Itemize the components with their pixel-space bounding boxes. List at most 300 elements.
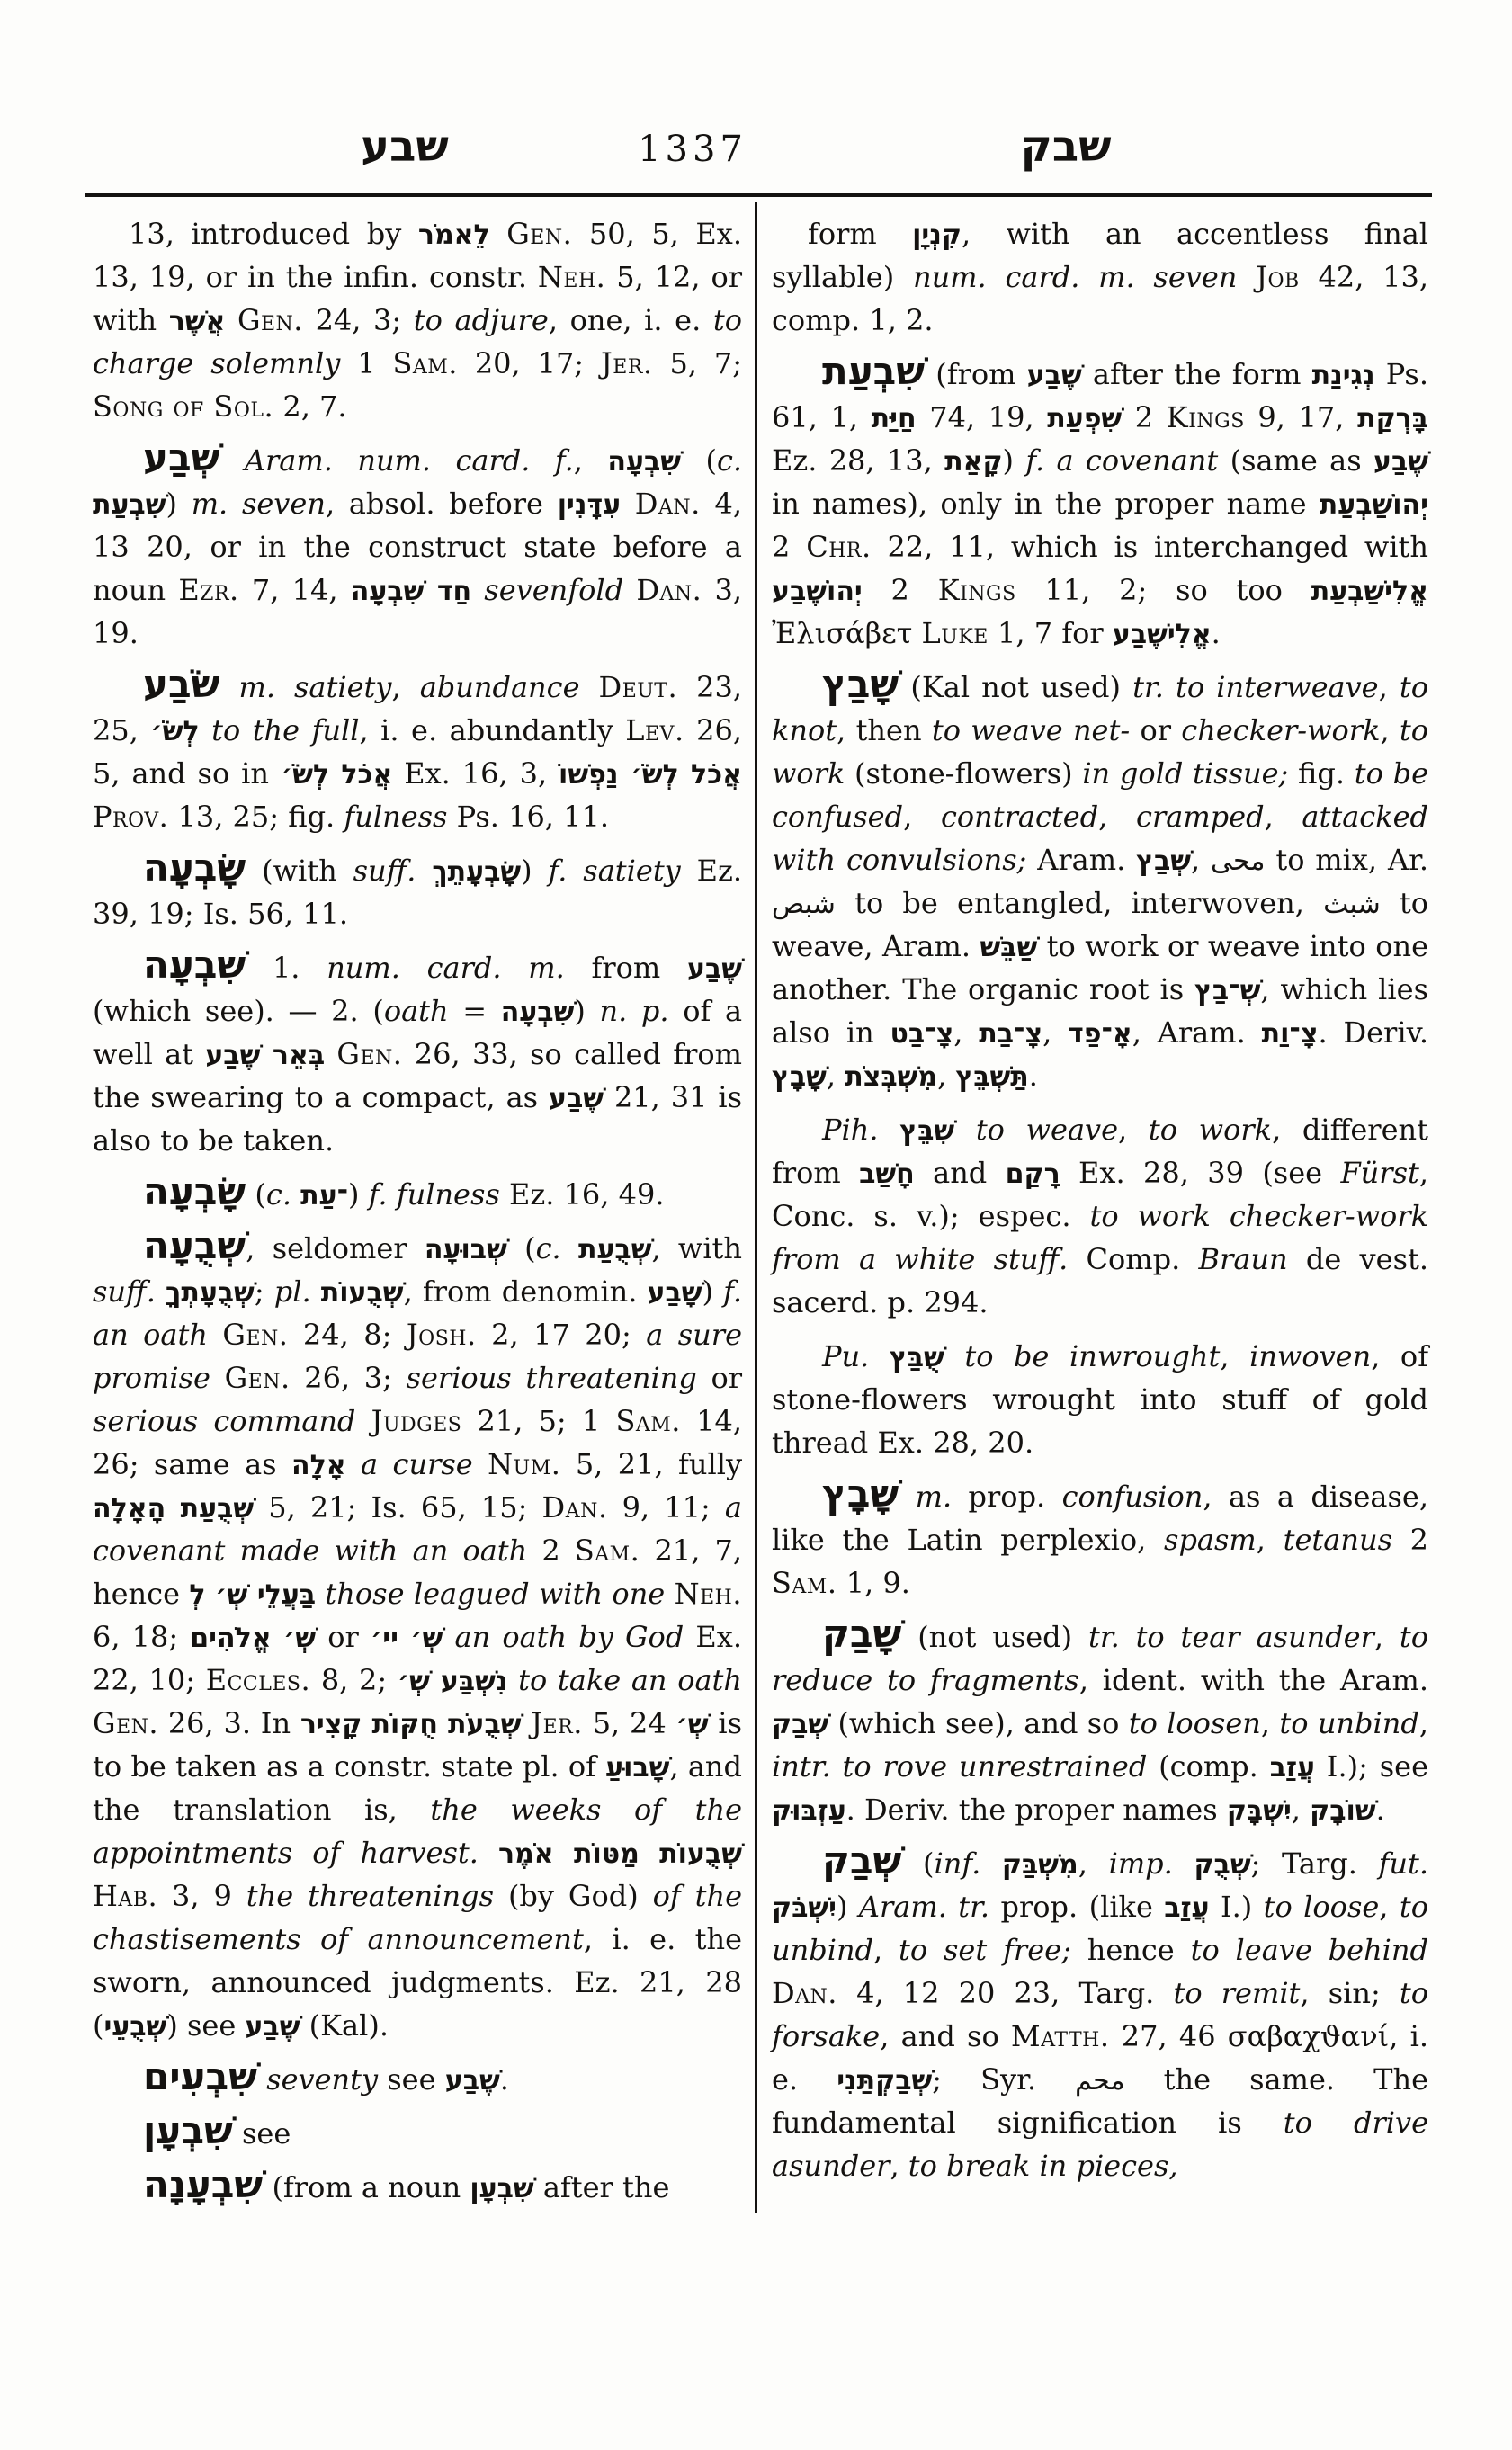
italic-text: of the chastisements of announcement bbox=[93, 1879, 743, 1956]
roman-text bbox=[912, 616, 921, 650]
italic-text: Aram. tr. bbox=[858, 1890, 990, 1924]
roman-text: I.); see bbox=[1314, 1749, 1429, 1784]
headword-hebrew: שִׁבְעָנָה bbox=[143, 2162, 264, 2206]
italic-text: f. satiety bbox=[548, 854, 681, 888]
roman-text: 74, 19, bbox=[916, 400, 1048, 434]
book-reference: Gen. bbox=[506, 217, 573, 251]
syriac-word: شبث bbox=[1323, 889, 1381, 920]
roman-text: . Deriv. the proper names bbox=[845, 1793, 1227, 1827]
hebrew-word: שְׁ־בַץ bbox=[1194, 975, 1261, 1006]
book-reference: Job bbox=[1256, 260, 1300, 294]
book-reference: Dan. bbox=[634, 487, 701, 521]
column-divider bbox=[755, 202, 757, 2213]
italic-text: to weave net- bbox=[931, 713, 1131, 747]
roman-text: , from denomin. bbox=[403, 1274, 648, 1309]
roman-text: after the bbox=[533, 2170, 670, 2204]
italic-text: Pih. bbox=[822, 1113, 879, 1147]
roman-text: , bbox=[873, 1933, 899, 1967]
roman-text bbox=[473, 1447, 488, 1481]
entry-shebak-aramaic bbox=[772, 1838, 1429, 2187]
roman-text: . bbox=[1028, 1059, 1038, 1093]
hebrew-word: אֱלִישַׁבְעַת bbox=[1311, 576, 1429, 607]
roman-text: fig. bbox=[1288, 756, 1355, 791]
roman-text: (from a noun bbox=[263, 2170, 470, 2204]
hebrew-word: רָקַם bbox=[1005, 1158, 1060, 1190]
headword-hebrew: שִׁבְעָה bbox=[143, 943, 246, 987]
hebrew-word: אֱלִישֶׁבַע bbox=[1112, 619, 1212, 650]
hebrew-word: שְׁ׳ bbox=[675, 1709, 709, 1740]
roman-text: , different from bbox=[772, 1113, 1429, 1190]
roman-text: , seldomer bbox=[246, 1231, 425, 1265]
italic-text: checker-work bbox=[1181, 713, 1381, 747]
italic-text: to the full bbox=[211, 713, 360, 747]
roman-text bbox=[1237, 260, 1256, 294]
hebrew-word: שְׁבֻעֹת חֻקּוֹת קָצִיר bbox=[300, 1709, 522, 1740]
roman-text: ) bbox=[521, 854, 549, 888]
roman-text: Ex. 16, 3, bbox=[392, 756, 559, 791]
roman-text: 4, 13 20, or in the construct state before a noun bbox=[93, 487, 743, 607]
para-continuation-previous-entry bbox=[93, 212, 742, 428]
roman-text bbox=[257, 2062, 266, 2097]
roman-text bbox=[621, 487, 635, 521]
roman-text: 5, 24 bbox=[582, 1706, 676, 1740]
italic-text: to be inwrought bbox=[964, 1339, 1221, 1373]
roman-text bbox=[325, 1037, 336, 1071]
roman-text: , which lies also in bbox=[772, 972, 1428, 1050]
hebrew-word: אֲכֹל לְשֹׂ׳ bbox=[280, 759, 393, 791]
italic-text: to loosen bbox=[1128, 1706, 1261, 1740]
roman-text: de vest. sacerd. p. 294. bbox=[772, 1242, 1429, 1319]
roman-text bbox=[490, 217, 507, 251]
italic-text: to weave bbox=[975, 1113, 1119, 1147]
roman-text: 7, 14, bbox=[238, 573, 351, 607]
italic-text: those leagued with one bbox=[325, 1577, 666, 1611]
roman-text: ) bbox=[1002, 443, 1026, 478]
roman-text bbox=[879, 1113, 900, 1147]
roman-text: , i. e. the sworn, announced judgments. Ez. 21, 28 ( bbox=[93, 1922, 743, 2043]
hebrew-word: שְׁבַץ bbox=[1136, 845, 1191, 877]
entry-shibah-seven-and-name bbox=[93, 943, 743, 1162]
roman-text: form bbox=[808, 217, 913, 251]
book-reference: Dan. bbox=[772, 1976, 837, 2010]
roman-text bbox=[1173, 1846, 1194, 1881]
headword-hebrew: שָׂבְעָה bbox=[143, 845, 246, 890]
roman-text: 14, 26; same as bbox=[93, 1404, 743, 1481]
hebrew-word: שָׁבוּעַ bbox=[605, 1752, 670, 1784]
headword-hebrew: שְׁבַע bbox=[143, 435, 220, 479]
roman-text: , with an accentless final syllable) bbox=[772, 217, 1429, 294]
italic-text: cramped bbox=[1136, 800, 1265, 834]
roman-text: 13, introduced by bbox=[129, 217, 418, 251]
roman-text: , with bbox=[651, 1231, 743, 1265]
book-reference: Num. bbox=[488, 1447, 561, 1481]
headword-hebrew: שִׁבְעָן bbox=[143, 2108, 233, 2152]
book-reference: Gen. bbox=[336, 1037, 403, 1071]
hebrew-word: יִשְׁבָּק bbox=[1226, 1795, 1292, 1827]
roman-text bbox=[200, 713, 211, 747]
hebrew-word: שֻׁבַּץ bbox=[889, 1342, 944, 1373]
roman-text: , and so bbox=[880, 2019, 1011, 2053]
book-reference: Sam. bbox=[392, 346, 458, 380]
italic-text: n. p. bbox=[599, 994, 669, 1028]
roman-text bbox=[580, 670, 599, 704]
roman-text bbox=[156, 1274, 166, 1309]
italic-text: abundance bbox=[419, 670, 580, 704]
roman-text: and bbox=[914, 1156, 1006, 1190]
roman-text: , absol. before bbox=[325, 487, 558, 521]
hebrew-word: שָׁבַע bbox=[647, 1277, 702, 1309]
entry-shivat-covenant bbox=[772, 349, 1429, 655]
roman-text: , then bbox=[837, 713, 932, 747]
entry-shivanah bbox=[93, 2162, 742, 2209]
entry-shabats-confusion bbox=[772, 1471, 1429, 1605]
roman-text: Ez. 16, 49. bbox=[499, 1177, 665, 1212]
italic-text: to rove unrestrained bbox=[842, 1749, 1148, 1784]
hebrew-word: יְהוֹשַׁבְעַת bbox=[1319, 489, 1428, 521]
italic-text: Braun bbox=[1198, 1242, 1288, 1276]
roman-text bbox=[346, 1447, 361, 1481]
italic-text: imp. bbox=[1108, 1846, 1173, 1881]
italic-text: c. bbox=[265, 1177, 291, 1212]
roman-text bbox=[443, 1620, 454, 1654]
book-reference: Sam. bbox=[615, 1404, 681, 1438]
headword-hebrew: שִׁבְעַת bbox=[822, 349, 926, 393]
hebrew-word: שֶׁבַע bbox=[1373, 446, 1429, 478]
italic-text: oath bbox=[383, 994, 449, 1028]
roman-text: , bbox=[1264, 800, 1302, 834]
roman-text: , bbox=[1260, 1706, 1280, 1740]
roman-text: = bbox=[448, 994, 501, 1028]
italic-text: spasm bbox=[1164, 1523, 1257, 1557]
roman-text: 9, 17, bbox=[1244, 400, 1358, 434]
italic-text: inf. bbox=[934, 1846, 981, 1881]
book-reference: Jer. bbox=[600, 346, 653, 380]
roman-text bbox=[208, 1318, 222, 1352]
roman-text: 21, 31 is also to be taken. bbox=[93, 1080, 743, 1158]
hebrew-word: בַּעֲלֵי שְׁ׳ לְ bbox=[189, 1579, 317, 1611]
hebrew-word: חָשַׁב bbox=[859, 1158, 915, 1190]
italic-text: to work bbox=[1148, 1113, 1273, 1147]
hebrew-word: שׁוֹבָק bbox=[1310, 1795, 1376, 1827]
italic-text: fulness bbox=[344, 800, 448, 834]
hebrew-word: צָ־וַת bbox=[1261, 1018, 1319, 1050]
hebrew-word: עֲזַב bbox=[1164, 1892, 1210, 1924]
italic-text: serious command bbox=[93, 1404, 356, 1438]
roman-text: 8, 2; bbox=[310, 1663, 398, 1697]
entry-shevuah-oath bbox=[93, 1223, 743, 2047]
roman-text: , bbox=[1380, 713, 1400, 747]
roman-text: , bbox=[1118, 1113, 1149, 1147]
roman-text: 1, 7 for bbox=[988, 616, 1113, 650]
roman-text: 26, 3. In bbox=[158, 1706, 300, 1740]
hebrew-word: אֲכֹל לְשֹׂ׳ נַפְשׁוֹ bbox=[559, 759, 743, 791]
italic-text: to work bbox=[772, 713, 1429, 791]
italic-text: to remit bbox=[1173, 1976, 1301, 2010]
book-reference: Josh. bbox=[406, 1318, 477, 1352]
headword-hebrew: שָׁבָץ bbox=[822, 1471, 899, 1516]
hebrew-word: יִשְׁבֹּק bbox=[772, 1892, 837, 1924]
roman-text: ( bbox=[681, 443, 717, 478]
roman-text: , bbox=[1042, 1015, 1069, 1050]
roman-text: ) see bbox=[166, 2008, 246, 2043]
book-reference: Matth. bbox=[1010, 2019, 1110, 2053]
italic-text: inwoven bbox=[1249, 1339, 1372, 1373]
italic-text: f. an oath bbox=[93, 1274, 743, 1352]
hebrew-word: צָ־בַת bbox=[979, 1018, 1043, 1050]
left-column bbox=[93, 212, 742, 2209]
hebrew-word: שִׁבֵּץ bbox=[899, 1115, 955, 1147]
roman-text bbox=[416, 854, 432, 888]
entry-soba-satiety bbox=[93, 662, 743, 838]
hebrew-word: חַד שִׁבְעָה bbox=[350, 576, 472, 607]
hebrew-word: שֶׁבַע bbox=[549, 1083, 604, 1114]
roman-text: , bbox=[903, 800, 941, 834]
roman-text: after the form bbox=[1081, 357, 1312, 391]
roman-text: 2, 7. bbox=[273, 389, 347, 424]
roman-text: , i. e. abundantly bbox=[359, 713, 626, 747]
italic-text: suff. bbox=[93, 1274, 156, 1309]
para-pihel-shibbets bbox=[772, 1108, 1428, 1324]
italic-text: m. bbox=[915, 1480, 953, 1514]
italic-text: m. satiety bbox=[238, 670, 392, 704]
roman-text bbox=[831, 1749, 843, 1784]
roman-text: , Conc. s. v.); espec. bbox=[772, 1156, 1429, 1233]
roman-text: 23, 25, bbox=[93, 670, 743, 747]
book-reference: Gen. bbox=[237, 303, 303, 337]
roman-text: , bbox=[953, 1015, 980, 1050]
roman-text: (from bbox=[925, 357, 1027, 391]
roman-text: , bbox=[1379, 1890, 1400, 1924]
roman-text: 2 bbox=[1122, 400, 1167, 434]
roman-text: Ex. 28, 39 (see bbox=[1060, 1156, 1341, 1190]
book-reference: Gen. bbox=[93, 1706, 159, 1740]
hebrew-word: מִשְׁבַּק bbox=[1001, 1849, 1078, 1881]
italic-text: a sure promise bbox=[93, 1318, 742, 1395]
book-reference: Neh. bbox=[537, 260, 606, 294]
roman-text: , bbox=[1098, 800, 1137, 834]
headword-hebrew: שָׁבַק bbox=[822, 1612, 902, 1656]
roman-text bbox=[507, 1663, 518, 1697]
roman-text: , as a disease, like the Latin perplexio, bbox=[772, 1480, 1429, 1557]
roman-text: Ex. 22, 10; bbox=[93, 1620, 743, 1697]
roman-text bbox=[479, 1836, 498, 1870]
italic-text: a covenant made with an oath bbox=[93, 1490, 742, 1568]
roman-text: 2, 17 20; bbox=[476, 1318, 647, 1352]
roman-text: ) bbox=[348, 1177, 369, 1212]
roman-text: . bbox=[1375, 1793, 1385, 1827]
italic-text: fut. bbox=[1378, 1846, 1429, 1881]
roman-text bbox=[623, 573, 636, 607]
italic-text: to take an oath bbox=[518, 1663, 743, 1697]
headword-hebrew: שְׁבֻעָה bbox=[143, 1223, 246, 1267]
italic-text: to forsake bbox=[772, 1976, 1429, 2053]
roman-text: , bbox=[1078, 1846, 1109, 1881]
italic-text: tetanus bbox=[1283, 1523, 1392, 1557]
hebrew-word: שִׁבְעַת bbox=[93, 489, 166, 521]
roman-text: (Kal not used) bbox=[899, 670, 1133, 704]
italic-text: suff. bbox=[353, 854, 416, 888]
roman-text: prop. (like bbox=[989, 1890, 1165, 1924]
roman-text: 11, 2; so too bbox=[1015, 573, 1311, 607]
roman-text: ) bbox=[836, 1890, 859, 1924]
italic-text: attacked with convulsions; bbox=[772, 800, 1429, 877]
roman-text: , sin; bbox=[1300, 1976, 1400, 2010]
italic-text: Pu. bbox=[822, 1339, 870, 1373]
roman-text: (with bbox=[246, 854, 353, 888]
roman-text: 5, 21, fully bbox=[560, 1447, 743, 1481]
roman-text: 24, 3; bbox=[302, 303, 414, 337]
book-reference: Sam. bbox=[772, 1566, 837, 1600]
roman-text: 5, 21; Is. 65, 15; bbox=[254, 1490, 542, 1525]
entry-sheva-aram-seven bbox=[93, 435, 743, 655]
italic-text: c. bbox=[716, 443, 743, 478]
hebrew-word: שֶׁבַע bbox=[444, 2065, 500, 2097]
headword-hebrew: שָׂבְעָה bbox=[143, 1169, 246, 1213]
roman-text: ( bbox=[506, 1231, 536, 1265]
hebrew-word: יְהוֹשֶׁבַע bbox=[772, 576, 863, 607]
book-reference: Jer. bbox=[531, 1706, 583, 1740]
book-reference: Dan. bbox=[636, 573, 702, 607]
hebrew-word: שְׁבוּעָה bbox=[424, 1234, 507, 1265]
roman-text: (which see), and so bbox=[828, 1706, 1129, 1740]
roman-text: 1, 9. bbox=[837, 1566, 910, 1600]
roman-text: , bbox=[937, 1059, 956, 1093]
hebrew-word: שְׁבֻעוֹת bbox=[320, 1277, 404, 1309]
italic-text: m. seven bbox=[191, 487, 326, 521]
roman-text: , bbox=[826, 1059, 845, 1093]
hebrew-word: שְׁבֻעַת bbox=[577, 1234, 652, 1265]
italic-text: num. card. m. bbox=[327, 951, 565, 985]
roman-text: 2 bbox=[862, 573, 938, 607]
italic-text: to break in pieces, bbox=[908, 2149, 1178, 2183]
roman-text: from bbox=[564, 951, 687, 985]
italic-text: to adjure bbox=[413, 303, 549, 337]
hebrew-word: אֲשֶׁר bbox=[168, 306, 226, 337]
book-reference: Deut. bbox=[598, 670, 678, 704]
hebrew-word: שֶׁבַע bbox=[1026, 360, 1082, 391]
italic-text: confusion bbox=[1061, 1480, 1203, 1514]
roman-text: ) bbox=[166, 487, 192, 521]
hebrew-word: שְׁבַק bbox=[772, 1709, 829, 1740]
hebrew-word: שְׁבֻעֵי bbox=[103, 2011, 167, 2043]
hebrew-word: שַׁבֵּשׁ bbox=[980, 932, 1038, 963]
roman-text: ( bbox=[901, 1846, 935, 1881]
italic-text: to unbind bbox=[772, 1890, 1428, 1967]
italic-text: tr. to tear asunder bbox=[1087, 1620, 1374, 1654]
roman-text: to work or weave into one another. The organic root is bbox=[772, 929, 1428, 1006]
hebrew-word: בְּאֵר שֶׁבַע bbox=[205, 1040, 326, 1071]
greek-word: σαβαχϑανί bbox=[1227, 2019, 1390, 2053]
italic-text: to work checker-work from a white stuff. bbox=[772, 1199, 1428, 1276]
hebrew-word: עִדָּנִין bbox=[557, 489, 622, 521]
roman-text bbox=[316, 1577, 325, 1611]
roman-text: ) bbox=[702, 1274, 724, 1309]
entry-sobah-satiety bbox=[93, 845, 743, 935]
roman-text: 21, 7, hence bbox=[93, 1533, 743, 1611]
headword-hebrew: שָׁבַץ bbox=[822, 662, 899, 706]
roman-text bbox=[225, 303, 237, 337]
italic-text: to knot bbox=[772, 670, 1429, 747]
headword-hebrew: שִׁבְעִים bbox=[143, 2054, 257, 2098]
roman-text: 50, 5, Ex. 13, 19, or in the infin. constr. bbox=[93, 217, 743, 294]
roman-text: 4, 12 20 23, Targ. bbox=[837, 1976, 1174, 2010]
roman-text: Comp. bbox=[1068, 1242, 1199, 1276]
italic-text: to unbind bbox=[1279, 1706, 1419, 1740]
page-number: 1337 bbox=[638, 129, 747, 170]
roman-text: 2 bbox=[527, 1533, 575, 1568]
roman-text: , of stone-flowers wrought into stuff of gold thread Ex. 28, 20. bbox=[772, 1339, 1429, 1460]
hebrew-word: נְגִינַת bbox=[1311, 360, 1375, 391]
roman-text: , Aram. bbox=[1132, 1015, 1262, 1050]
roman-text: 26, 5, and so in bbox=[93, 713, 742, 791]
headword-hebrew: שֹׂבַע bbox=[143, 662, 220, 706]
roman-text: 5, 7; bbox=[652, 346, 743, 380]
hebrew-word: שְׁבֻעַת הָאָלָה bbox=[93, 1493, 255, 1525]
roman-text: , bbox=[573, 443, 608, 478]
syriac-word: محم bbox=[1075, 2065, 1125, 2097]
entry-shabak-tear-asunder bbox=[772, 1612, 1429, 1831]
hebrew-word: עֲזַב bbox=[1269, 1752, 1315, 1784]
hebrew-word: לְשֹׂ׳ bbox=[150, 716, 200, 747]
roman-text: or bbox=[1130, 713, 1182, 747]
right-column bbox=[772, 212, 1428, 2187]
roman-text: hence bbox=[1070, 1933, 1191, 1967]
roman-text: in names), only in the proper name bbox=[772, 487, 1320, 521]
syriac-word: شبص bbox=[772, 889, 836, 920]
roman-text: , and the translation is, bbox=[93, 1749, 742, 1827]
book-reference: Kings bbox=[1166, 400, 1245, 434]
roman-text: , i. e. bbox=[772, 2019, 1428, 2097]
italic-text: Fürst bbox=[1340, 1156, 1419, 1190]
hebrew-word: מִשְׁבְּצֹת bbox=[845, 1061, 938, 1093]
italic-text: num. card. m. seven bbox=[912, 260, 1238, 294]
italic-text: sevenfold bbox=[484, 573, 624, 607]
book-reference: Lev. bbox=[625, 713, 684, 747]
book-reference: Hab. bbox=[93, 1879, 158, 1913]
roman-text: , bbox=[1418, 1706, 1429, 1740]
roman-text bbox=[980, 1846, 1002, 1881]
para-continuation-shivanah bbox=[772, 212, 1428, 342]
roman-text: , bbox=[391, 670, 420, 704]
italic-text: to charge solemnly bbox=[93, 303, 743, 380]
hebrew-word: חַיַּת bbox=[871, 403, 917, 434]
hebrew-word: בָּרְקַת bbox=[1357, 403, 1429, 434]
roman-text: . bbox=[1211, 616, 1221, 650]
entry-shivan-crossref bbox=[93, 2108, 742, 2155]
roman-text: Ps. 61, 1, bbox=[772, 357, 1429, 434]
book-reference: Chr. bbox=[806, 530, 872, 564]
roman-text: to weave, Aram. bbox=[772, 886, 1429, 963]
roman-text: I.) bbox=[1209, 1890, 1264, 1924]
roman-text: , bbox=[1291, 1793, 1311, 1827]
hebrew-word: שִׁפְעַת bbox=[1047, 403, 1123, 434]
roman-text: , bbox=[890, 2149, 908, 2183]
syriac-word: محى bbox=[1211, 845, 1266, 877]
hebrew-word: שִׁבְעָן bbox=[470, 2173, 534, 2204]
book-reference: Gen. bbox=[224, 1361, 291, 1395]
hebrew-word: לֵאמֹר bbox=[417, 219, 490, 251]
roman-text: (by God) bbox=[494, 1879, 653, 1913]
roman-text: ; bbox=[254, 1274, 274, 1309]
roman-text: ; Targ. bbox=[1250, 1846, 1379, 1881]
hebrew-word: אָ־פַד bbox=[1068, 1018, 1132, 1050]
hebrew-word: שְׁבַקְתַּנִי bbox=[837, 2065, 933, 2097]
roman-text: 24, 8; bbox=[288, 1318, 407, 1352]
italic-text: intr. bbox=[772, 1749, 831, 1784]
hebrew-word: שֶׁבַע bbox=[686, 953, 743, 985]
italic-text: an oath by God bbox=[454, 1620, 684, 1654]
italic-text: seventy bbox=[266, 2062, 379, 2097]
